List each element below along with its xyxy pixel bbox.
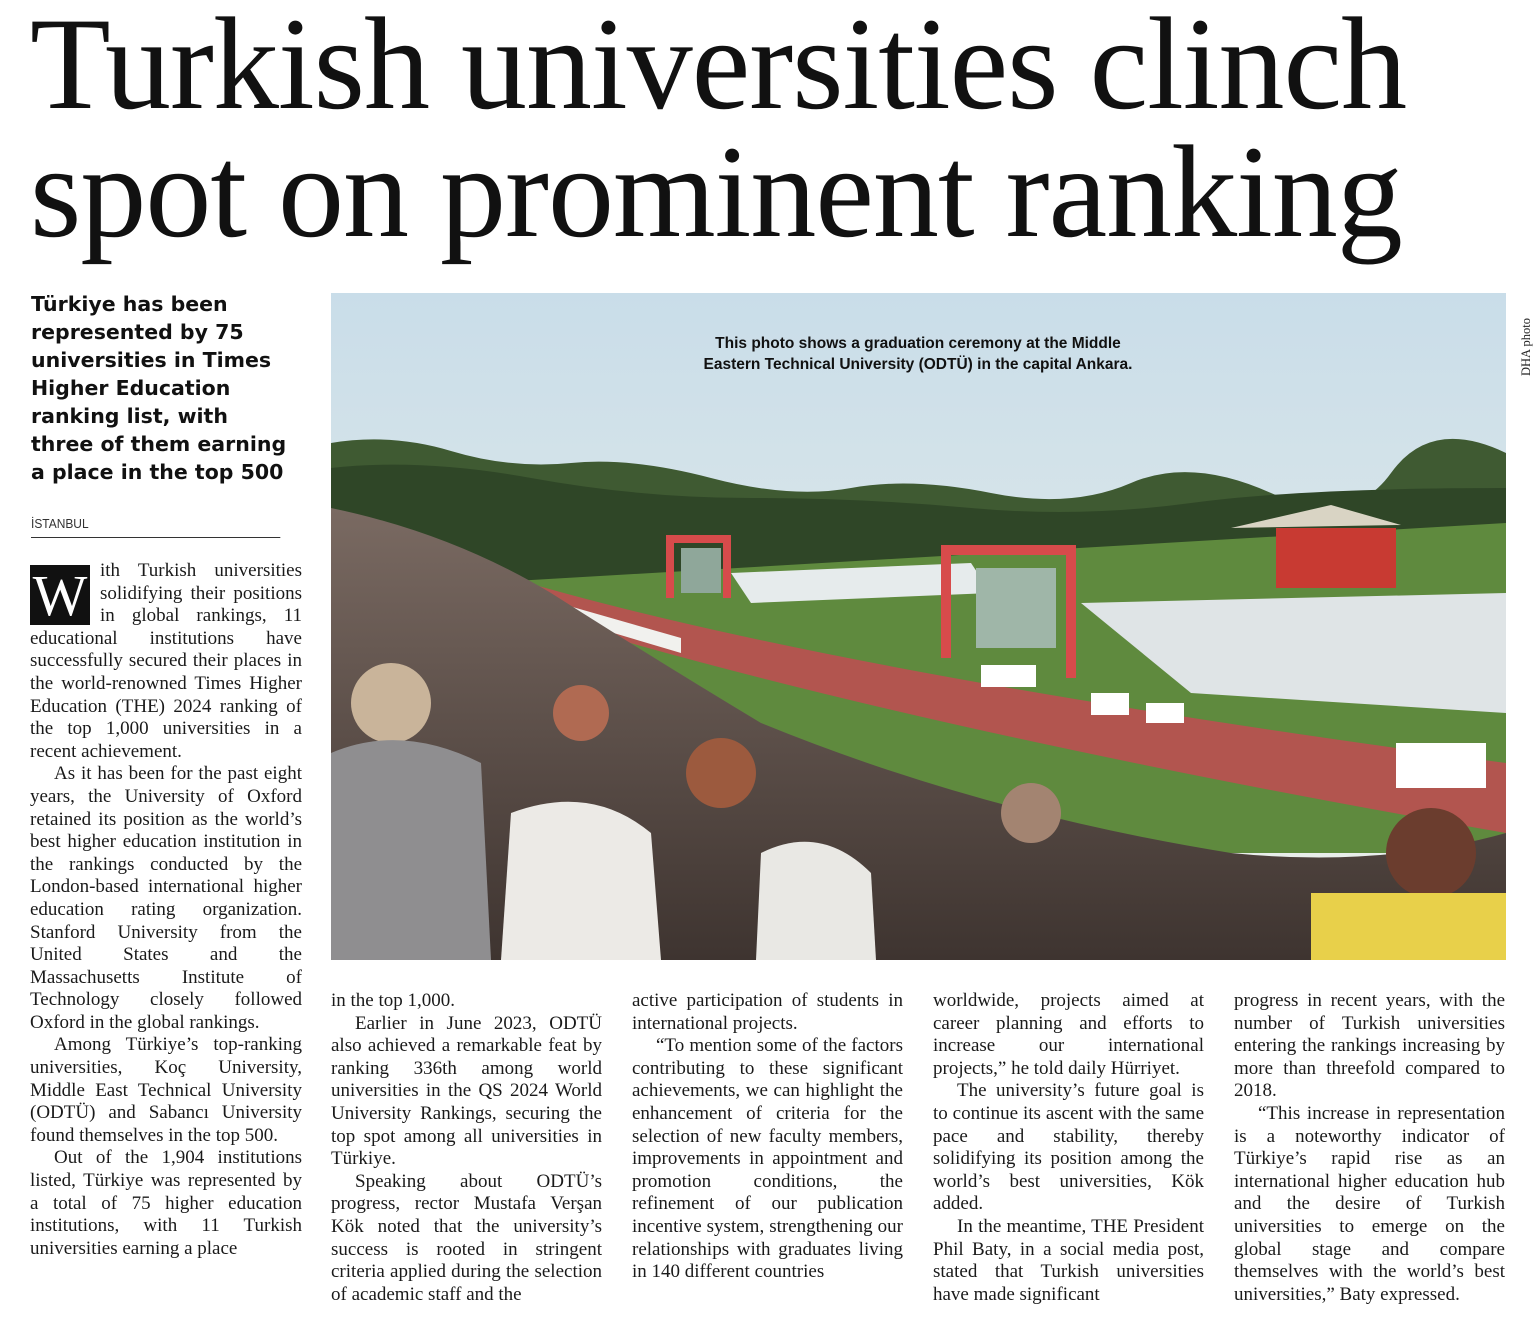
graduation-photo xyxy=(331,293,1506,960)
article-column-3 xyxy=(632,990,903,1284)
deck-line: Higher Education xyxy=(31,376,231,400)
article-paragraph: Among Türkiye’s top-ranking universities, Koç University, Middle East Technical University (ODTÜ) and Sabancı University found themselves in the top 500. xyxy=(30,1034,302,1146)
article-paragraph: In the meantime, THE President Phil Baty, in a social media post, stated that Turkish universities have made significant xyxy=(933,1215,1204,1305)
article-paragraph: Earlier in June 2023, ODTÜ also achieved a remarkable feat by ranking 336th among world universities in the QS 2024 World University Rankings, securing the top spot among all universities in Türkiye. xyxy=(331,1012,602,1170)
deck-line: three of them earning xyxy=(31,432,287,456)
article-paragraph: “To mention some of the factors contributing to these significant achievements, we can highlight the enhancement of criteria for the selection of new faculty members, improvements in appointment and promotion conditions, the refinement of our publication incentive system, strengthening our relationships with graduates living in 140 different countries xyxy=(632,1035,903,1283)
article-column-5 xyxy=(1234,990,1505,1306)
deck-line: a place in the top 500 xyxy=(31,460,284,484)
deck-line: Türkiye has been xyxy=(31,292,228,316)
dateline: İSTANBUL xyxy=(31,516,280,538)
article-paragraph: progress in recent years, with the number of Turkish universities entering the rankings increasing by more than threefold compared to 2018. xyxy=(1234,990,1505,1102)
deck-line: ranking list, with xyxy=(31,404,228,428)
article-paragraph: ith Turkish universities solidifying their positions in global rankings, 11 educational institutions have successfully secured their places in the world-renowned Times Higher Education (THE) 2024 ranking of the top 1,000 universities in a recent achievement. xyxy=(30,560,302,762)
article-column-1 xyxy=(30,560,302,1260)
photo-illustration xyxy=(331,293,1506,960)
article-paragraph: As it has been for the past eight years, the University of Oxford retained its position as the world’s best higher education institution in the rankings conducted by the London-based international higher education rating organization. Stanford University from the United States and the Massachusetts Institute of Technology closely followed Oxford in the global rankings. xyxy=(30,763,302,1033)
photo-credit-text: DHA photo xyxy=(1519,318,1533,376)
headline-line-2: spot on prominent ranking xyxy=(30,118,1402,265)
photo-credit xyxy=(1519,296,1534,376)
drop-cap: W xyxy=(30,565,90,625)
deck-line: represented by 75 xyxy=(31,320,244,344)
headline xyxy=(30,0,1510,265)
article-paragraph: active participation of students in international projects. xyxy=(632,990,903,1034)
article-paragraph: “This increase in representation is a noteworthy indicator of Türkiye’s rapid rise as an international higher education hub and the desire of Turkish universities to emerge on the global stage and compare themselves with the world’s best universities,” Baty expressed. xyxy=(1234,1102,1505,1305)
deck-line: universities in Times xyxy=(31,348,272,372)
headline-line-1: Turkish universities clinch xyxy=(30,0,1407,137)
article-paragraph: Speaking about ODTÜ’s progress, rector Mustafa Verşan Kök noted that the university’s success is rooted in stringent criteria applied during the selection of academic staff and the xyxy=(331,1170,602,1305)
article-paragraph: The university’s future goal is to continue its ascent with the same pace and stability, thereby solidifying its position among the world’s best universities, Kök added. xyxy=(933,1080,1204,1215)
article-paragraph: in the top 1,000. xyxy=(331,990,456,1011)
photo-caption: This photo shows a graduation ceremony at the Middle Eastern Technical University (ODTÜ) in the capital Ankara. xyxy=(703,335,1133,373)
deck-summary xyxy=(31,290,311,486)
article-paragraph: Out of the 1,904 institutions listed, Türkiye was represented by a total of 75 higher education institutions, with 11 Turkish universities earning a place xyxy=(30,1147,302,1259)
article-paragraph: worldwide, projects aimed at career planning and efforts to increase our international projects,” he told daily Hürriyet. xyxy=(933,990,1204,1079)
article-column-4 xyxy=(933,990,1204,1306)
article-column-2 xyxy=(331,990,602,1306)
